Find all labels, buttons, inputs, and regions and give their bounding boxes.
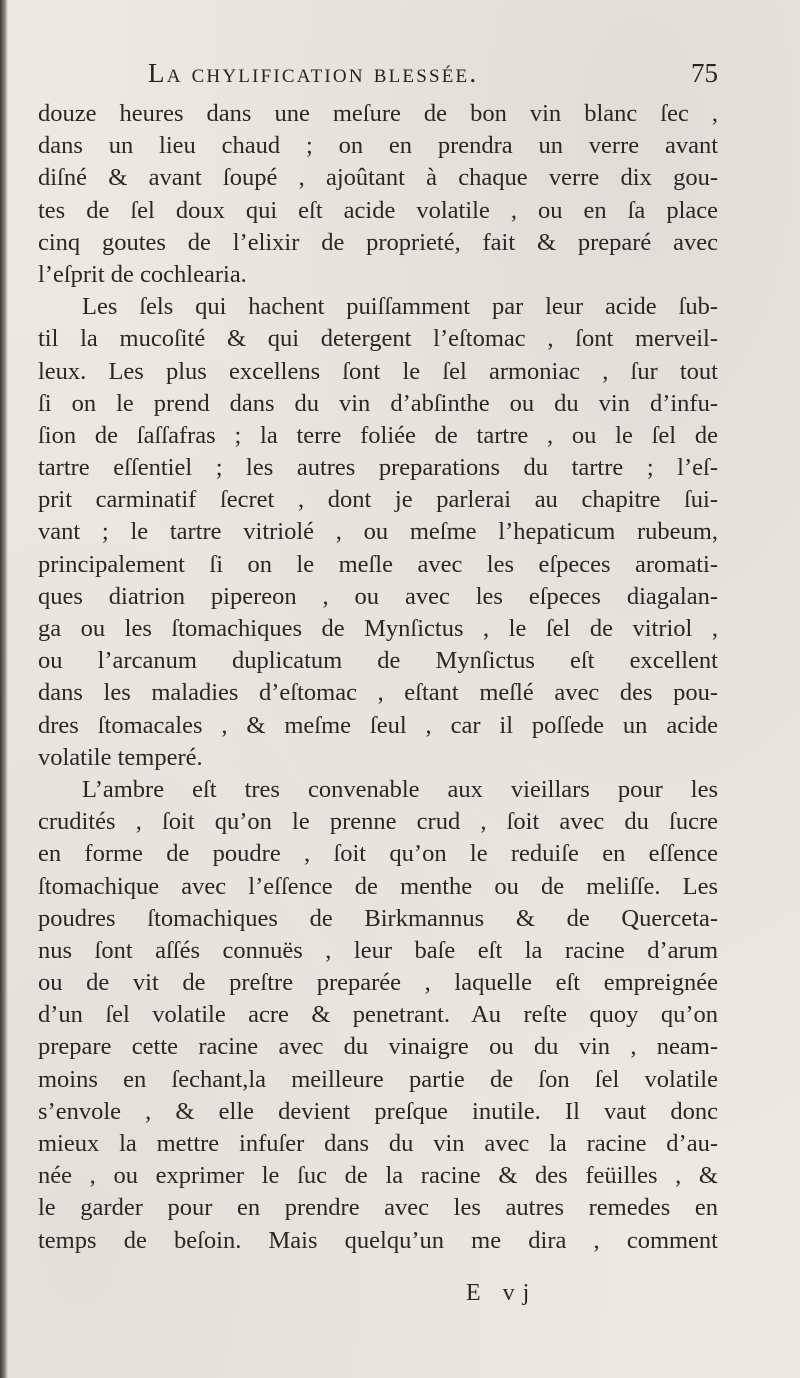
text-line: vant ; le tartre vitriolé , ou meſme l’hepaticum rubeum,	[38, 518, 718, 546]
text-line: née , ou exprimer le ſuc de la racine & des feüilles , &	[38, 1162, 718, 1190]
text-line: principalement ſi on le meſle avec les eſpeces aromati-	[38, 550, 718, 578]
text-line: L’ambre eſt tres convenable aux vieillars pour les	[82, 775, 718, 803]
text-line: cinq goutes de l’elixir de proprieté, fait & preparé avec	[38, 228, 718, 256]
running-title: La chylification blessée.	[148, 58, 479, 88]
text-line: nus ſont aſſés connuës , leur baſe eſt la racine d’arum	[38, 936, 718, 964]
text-line: ſion de ſaſſafras ; la terre foliée de tartre , ou le ſel de	[38, 421, 718, 449]
text-line: prepare cette racine avec du vinaigre ou du vin , neam-	[38, 1033, 718, 1061]
text-line: crudités , ſoit qu’on le prenne crud , ſoit avec du ſucre	[38, 808, 718, 836]
text-line: mieux la mettre infuſer dans du vin avec la racine d’au-	[38, 1130, 718, 1157]
text-line: ou de vit de preſtre preparée , laquelle eſt empreignée	[38, 969, 718, 997]
text-line: en forme de poudre , ſoit qu’on le reduiſe en eſſence	[38, 840, 718, 868]
text-line: temps de beſoin. Mais quelqu’un me dira , comment	[38, 1226, 718, 1254]
text-line: d’un ſel volatile acre & penetrant. Au reſte quoy qu’on	[38, 1001, 718, 1029]
text-line: Les ſels qui hachent puiſſamment par leur acide ſub-	[82, 293, 718, 321]
text-line: volatile temperé.	[38, 743, 203, 771]
text-line: douze heures dans une meſure de bon vin blanc ſec ,	[38, 100, 718, 127]
text-line: moins en ſechant,la meilleure partie de ſon ſel volatile	[38, 1065, 718, 1093]
page-header	[148, 58, 718, 98]
text-line: dres ſtomacales , & meſme ſeul , car il poſſede un acide	[38, 711, 718, 739]
text-line: ſi on le prend dans du vin d’abſinthe ou du vin d’infu-	[38, 389, 718, 417]
page-spine-edge	[0, 0, 8, 1378]
text-line: le garder pour en prendre avec les autres remedes en	[38, 1194, 718, 1222]
body-text	[38, 98, 718, 1257]
text-line: ou l’arcanum duplicatum de Mynſictus eſt excellent	[38, 647, 718, 675]
page-number: 75	[691, 58, 718, 88]
text-line: prit carminatif ſecret , dont je parlerai au chapitre ſui-	[38, 486, 718, 514]
text-line: diſné & avant ſoupé , ajoûtant à chaque verre dix gou-	[38, 164, 718, 192]
text-line: dans un lieu chaud ; on en prendra un verre avant	[38, 132, 718, 160]
text-line: l’eſprit de cochlearia.	[38, 260, 247, 288]
text-line: ga ou les ſtomachiques de Mynſictus , le ſel de vitriol ,	[38, 615, 718, 642]
text-line: ques diatrion pipereon , ou avec les eſpeces diagalan-	[38, 582, 718, 610]
text-line: s’envole , & elle devient preſque inutile. Il vaut donc	[38, 1097, 718, 1125]
text-line: leux. Les plus excellens ſont le ſel armoniac , ſur tout	[38, 357, 718, 385]
signature-mark: E vj	[466, 1280, 538, 1306]
text-line: ſtomachique avec l’eſſence de menthe ou de meliſſe. Les	[38, 872, 718, 900]
text-line: dans les maladies d’eſtomac , eſtant meſlé avec des pou-	[38, 679, 718, 707]
text-line: tartre eſſentiel ; les autres preparations du tartre ; l’eſ-	[38, 454, 718, 482]
text-line: til la mucoſité & qui detergent l’eſtomac , ſont merveil-	[38, 325, 718, 353]
text-line: tes de ſel doux qui eſt acide volatile , ou en ſa place	[38, 196, 718, 224]
text-line: poudres ſtomachiques de Birkmannus & de Querceta-	[38, 904, 718, 932]
